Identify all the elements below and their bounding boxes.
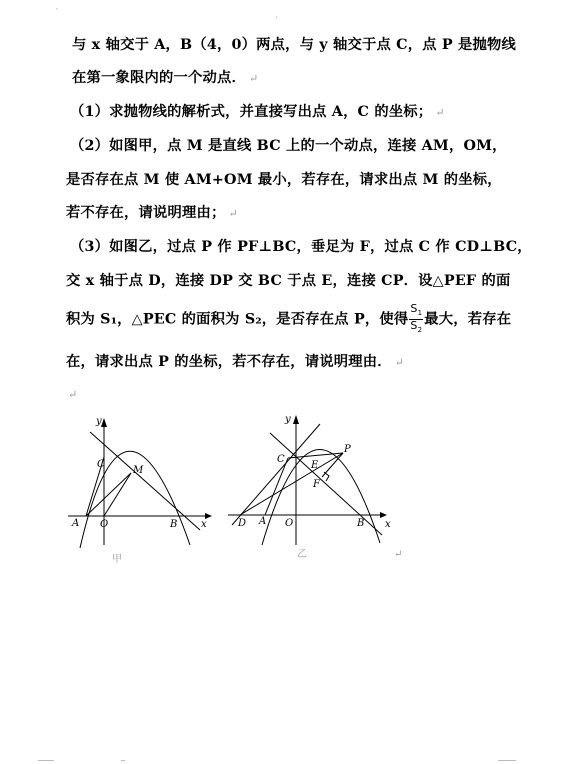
label-p-yi: P (344, 444, 351, 455)
problem-part-3-line-4-text: 在，请求出点 P 的坐标，若不存在，请说明理由． (66, 354, 392, 370)
label-d-yi: D (238, 518, 247, 529)
problem-part-2-line-2 (66, 169, 502, 189)
footer-dash-right (498, 760, 516, 761)
corner-mark-center: ' (276, 16, 278, 23)
x-axis-arrow-yi (380, 512, 387, 518)
label-c-yi: C (277, 454, 285, 465)
label-x-jia: x (201, 519, 207, 530)
problem-line-1 (72, 34, 516, 54)
label-c-jia: C (97, 459, 105, 470)
problem-part-2-line-2-text: 是否存在点 M 使 AM+OM 最小，若存在，请求出点 M 的坐标， (66, 172, 502, 188)
label-b-yi: B (357, 518, 365, 529)
paragraph-mark: ↵ (228, 207, 238, 220)
paragraph-mark-figure: ↵ (394, 549, 403, 560)
footer-dash-left (38, 760, 54, 761)
problem-line-1-text: 与 x 轴交于 A，B（4，0）两点，与 y 轴交于点 C，点 P 是抛物线 (72, 37, 516, 53)
area-ratio-fraction (409, 303, 423, 336)
problem-part-3-line-1-text: （3）如图乙，过点 P 作 PF⊥BC，垂足为 F，过点 C 作 CD⊥BC， (70, 239, 532, 255)
figure-yi (225, 405, 405, 565)
caption-jia: 甲 (112, 554, 122, 565)
label-x-yi: x (385, 519, 391, 530)
caption-yi: 乙 (297, 549, 307, 560)
paragraph-mark: ↵ (248, 72, 259, 85)
label-f-yi: F (313, 479, 320, 490)
footer-dash-mid (121, 760, 125, 761)
label-b-jia: B (170, 519, 178, 530)
problem-part-3-line-4 (66, 351, 404, 371)
corner-mark-left: , (56, 4, 58, 11)
paragraph-mark-empty-line: ↵ (68, 388, 78, 401)
problem-part-2-line-3 (66, 202, 238, 222)
label-o-yi: O (285, 518, 294, 529)
problem-part-1 (70, 101, 445, 121)
paragraph-mark: ↵ (394, 356, 405, 369)
y-axis-arrow-jia (101, 418, 107, 427)
problem-part-2-line-1-text: （2）如图甲，点 M 是直线 BC 上的一个动点，连接 AM，OM， (70, 138, 507, 154)
problem-line-2-text: 在第一象限内的一个动点． (72, 70, 246, 86)
fraction-denominator: $S_2$ (410, 319, 423, 335)
segment-dp-yi (240, 453, 343, 515)
figure-jia (62, 408, 222, 568)
label-m-jia: M (133, 465, 144, 476)
problem-part-2-line-1 (70, 135, 507, 155)
line-bc-jia (90, 432, 200, 530)
segment-ac-yi (265, 458, 288, 515)
label-y-jia: y (96, 416, 102, 427)
problem-part-3-line-1 (70, 236, 532, 256)
y-axis-arrow-yi (293, 415, 299, 424)
problem-part-1-text: （1）求抛物线的解析式，并直接写出点 A，C 的坐标； (70, 104, 433, 120)
paragraph-mark: ↵ (435, 106, 445, 119)
problem-line-2 (72, 67, 258, 87)
label-a-yi: A (259, 516, 267, 527)
problem-part-3-line-3 (66, 303, 511, 336)
problem-part-3-line-2-text: 交 x 轴于点 D，连接 DP 交 BC 于点 E，连接 CP．设△PEF 的面 (66, 273, 511, 289)
fraction-numerator: $S_1$ (409, 303, 423, 320)
label-e-yi: E (311, 460, 319, 471)
label-a-jia: A (72, 518, 80, 529)
label-o-jia: O (100, 519, 109, 530)
problem-part-3-line-3-text-before: 积为 S₁，△PEC 的面积为 S₂，是否存在点 P，使得 (66, 311, 409, 328)
problem-part-3-line-3-text-after: 最大，若存在 (424, 311, 512, 328)
problem-part-2-line-3-text: 若不存在，请说明理由； (66, 205, 226, 221)
problem-part-3-line-2 (66, 270, 510, 290)
label-y-yi: y (285, 414, 291, 425)
